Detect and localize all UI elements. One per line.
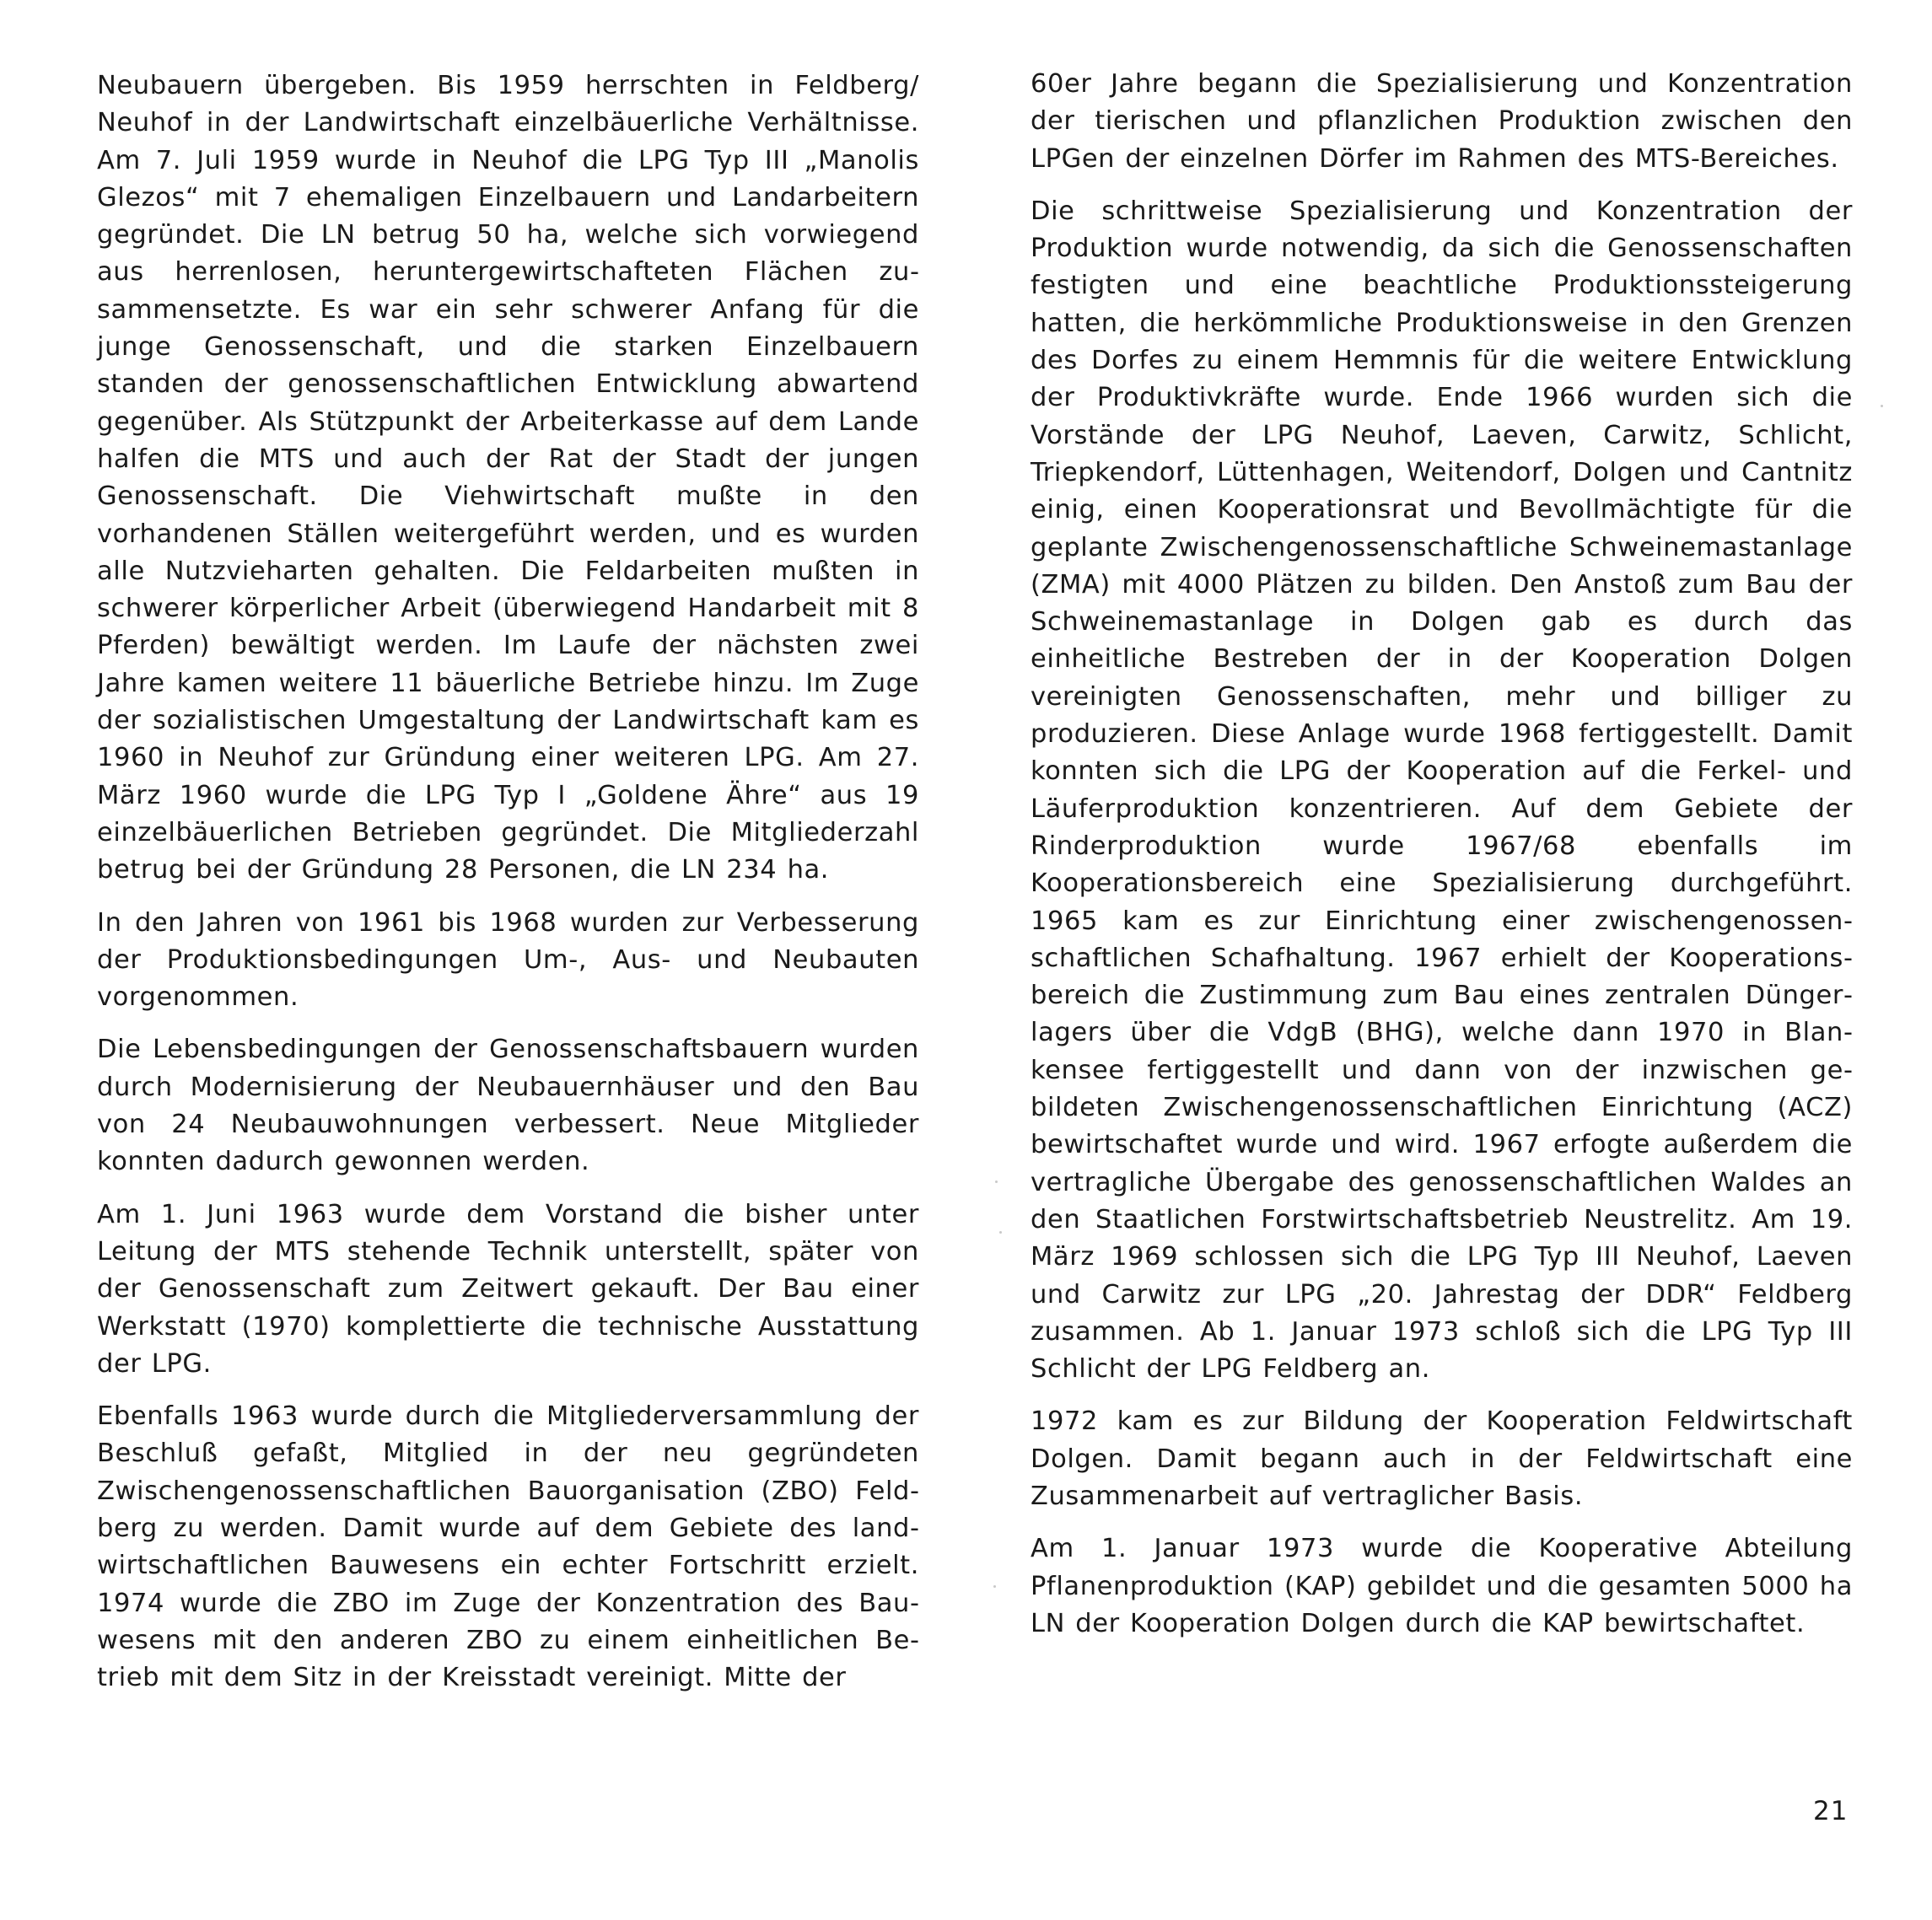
right-text-column [1031, 66, 1853, 1658]
paragraph: In den Jahren von 1961 bis 1968 wurden zur Verbesserung der Produktionsbedingungen Um-, Aus- und Neubauten vorgenommen. [97, 907, 919, 1013]
scan-speck [999, 1231, 1002, 1234]
scan-speck [995, 1181, 998, 1183]
paragraph: Ebenfalls 1963 wurde durch die Mitgliederversammlung der Beschluß gefaßt, Mitglied in der neu gegründeten Zwischengenossenschaftlichen Bauorganisation (ZBO) Feldberg zu werden. Damit wurde auf dem Gebiete des landwirtschaftlichen Bauwesens ein echter Fortschritt erzielt. 1974 wurde die ZBO im Zuge der Konzentration des Bauwesens mit den anderen ZBO zu einem einheitlichen Betrieb mit dem Sitz in der Kreisstadt vereinigt. Mitte der [97, 1401, 919, 1693]
scan-speck [993, 1585, 996, 1588]
paragraph: Am 1. Juni 1963 wurde dem Vorstand die bisher unter Leitung der MTS stehende Technik unterstellt, später von der Genossenschaft zum Zeitwert gekauft. Der Bau einer Werkstatt (1970) komplettierte die technische Ausstattung der LPG. [97, 1199, 919, 1379]
paragraph: Die schrittweise Spezialisierung und Konzentration der Produktion wurde notwendig, da sich die Genossenschaften festigten und eine beachtliche Produktionssteigerung hatten, die herkömmliche Produktionsweise in den Grenzen des Dorfes zu einem Hemmnis für die weitere Entwicklung der Produktivkräfte wurde. Ende 1966 wurden sich die Vorstände der LPG Neuhof, Laeven, Carwitz, Schlicht, Triepkendorf, Lüttenhagen, Weitendorf, Dolgen und Cantnitz einig, einen Kooperationsrat und Bevollmächtigte für die geplante Zwischengenossenschaftliche Schweinemastanlage (ZMA) mit 4000 Plätzen zu bilden. Den Anstoß zum Bau der Schweinemastanlage in Dolgen gab es durch das einheitliche Bestreben der in der Kooperation Dolgen vereinigten Genossenschaften, mehr und billiger zu produzieren. Diese Anlage wurde 1968 fertiggestellt. Damit konnten sich die LPG der Kooperation auf die Ferkel- und Läuferproduktion konzentrieren. Auf dem Gebiete der Rinderproduktion wurde 1967/68 ebenfalls im Kooperationsbereich eine Spezialisierung durchgeführt. 1965 kam es zur Einrichtung einer zwischengenossenschaftlichen Schafhaltung. 1967 erhielt der Kooperationsbereich die Zustimmung zum Bau eines zentralen Düngerlagers über die VdgB (BHG), welche dann 1970 in Blankensee fertiggestellt und dann von der inzwischen gebildeten Zwischengenossenschaftlichen Einrichtung (ACZ) bewirtschaftet wurde und wird. 1967 erfogte außerdem die vertragliche Übergabe des genossenschaftlichen Waldes an den Staatlichen Forstwirtschaftsbetrieb Neustrelitz. Am 19. März 1969 schlossen sich die LPG Typ III Neuhof, Laeven und Carwitz zur LPG „20. Jahrestag der DDR“ Feldberg zusammen. Ab 1. Januar 1973 schloß sich die LPG Typ III Schlicht der LPG Feldberg an. [1031, 196, 1853, 1385]
paragraph: 1972 kam es zur Bildung der Kooperation Feldwirtschaft Dolgen. Damit begann auch in der Feldwirtschaft eine Zusammenarbeit auf vertraglicher Basis. [1031, 1406, 1853, 1511]
paragraph: Neubauern übergeben. Bis 1959 herrschten in Feldberg/ Neuhof in der Landwirtschaft einzelbäuerliche Verhältnisse. Am 7. Juli 1959 wurde in Neuhof die LPG Typ III „Manolis Glezos“ mit 7 ehemaligen Einzelbauern und Landarbeitern gegründet. Die LN betrug 50 ha, welche sich vorwiegend aus herrenlosen, heruntergewirtschafteten Flächen zusammensetzte. Es war ein sehr schwerer Anfang für die junge Genossenschaft, und die starken Einzelbauern standen der genossenschaftlichen Entwicklung abwartend gegenüber. Als Stützpunkt der Arbeiterkasse auf dem Lande halfen die MTS und auch der Rat der Stadt der jungen Genossenschaft. Die Viehwirtschaft mußte in den vorhandenen Ställen weitergeführt werden, und es wurden alle Nutzvieharten gehalten. Die Feldarbeiten mußten in schwerer körperlicher Arbeit (überwiegend Handarbeit mit 8 Pferden) bewältigt werden. Im Laufe der nächsten zwei Jahre kamen weitere 11 bäuerliche Betriebe hinzu. Im Zuge der sozialistischen Umgestaltung der Landwirtschaft kam es 1960 in Neuhof zur Gründung einer weiteren LPG. Am 27. März 1960 wurde die LPG Typ I „Goldene Ähre“ aus 19 einzelbäuerlichen Betrieben gegründet. Die Mitgliederzahl betrug bei der Gründung 28 Personen, die LN 234 ha. [97, 71, 919, 885]
page-number: 21 [1813, 1796, 1849, 1826]
paragraph: 60er Jahre begann die Spezialisierung und Konzentration der tierischen und pflanzlichen Produktion zwischen den LPGen der einzelnen Dörfer im Rahmen des MTS-Bereiches. [1031, 69, 1853, 174]
left-text-column [97, 67, 919, 1712]
paragraph: Am 1. Januar 1973 wurde die Kooperative Abteilung Pflanenproduktion (KAP) gebildet und die gesamten 5000 ha LN der Kooperation Dolgen durch die KAP bewirtschaftet. [1031, 1534, 1853, 1638]
scan-speck [1881, 405, 1883, 407]
paragraph: Die Lebensbedingungen der Genossenschaftsbauern wurden durch Modernisierung der Neubauernhäuser und den Bau von 24 Neubauwohnungen verbessert. Neue Mitglieder konnten dadurch gewonnen werden. [97, 1035, 919, 1177]
